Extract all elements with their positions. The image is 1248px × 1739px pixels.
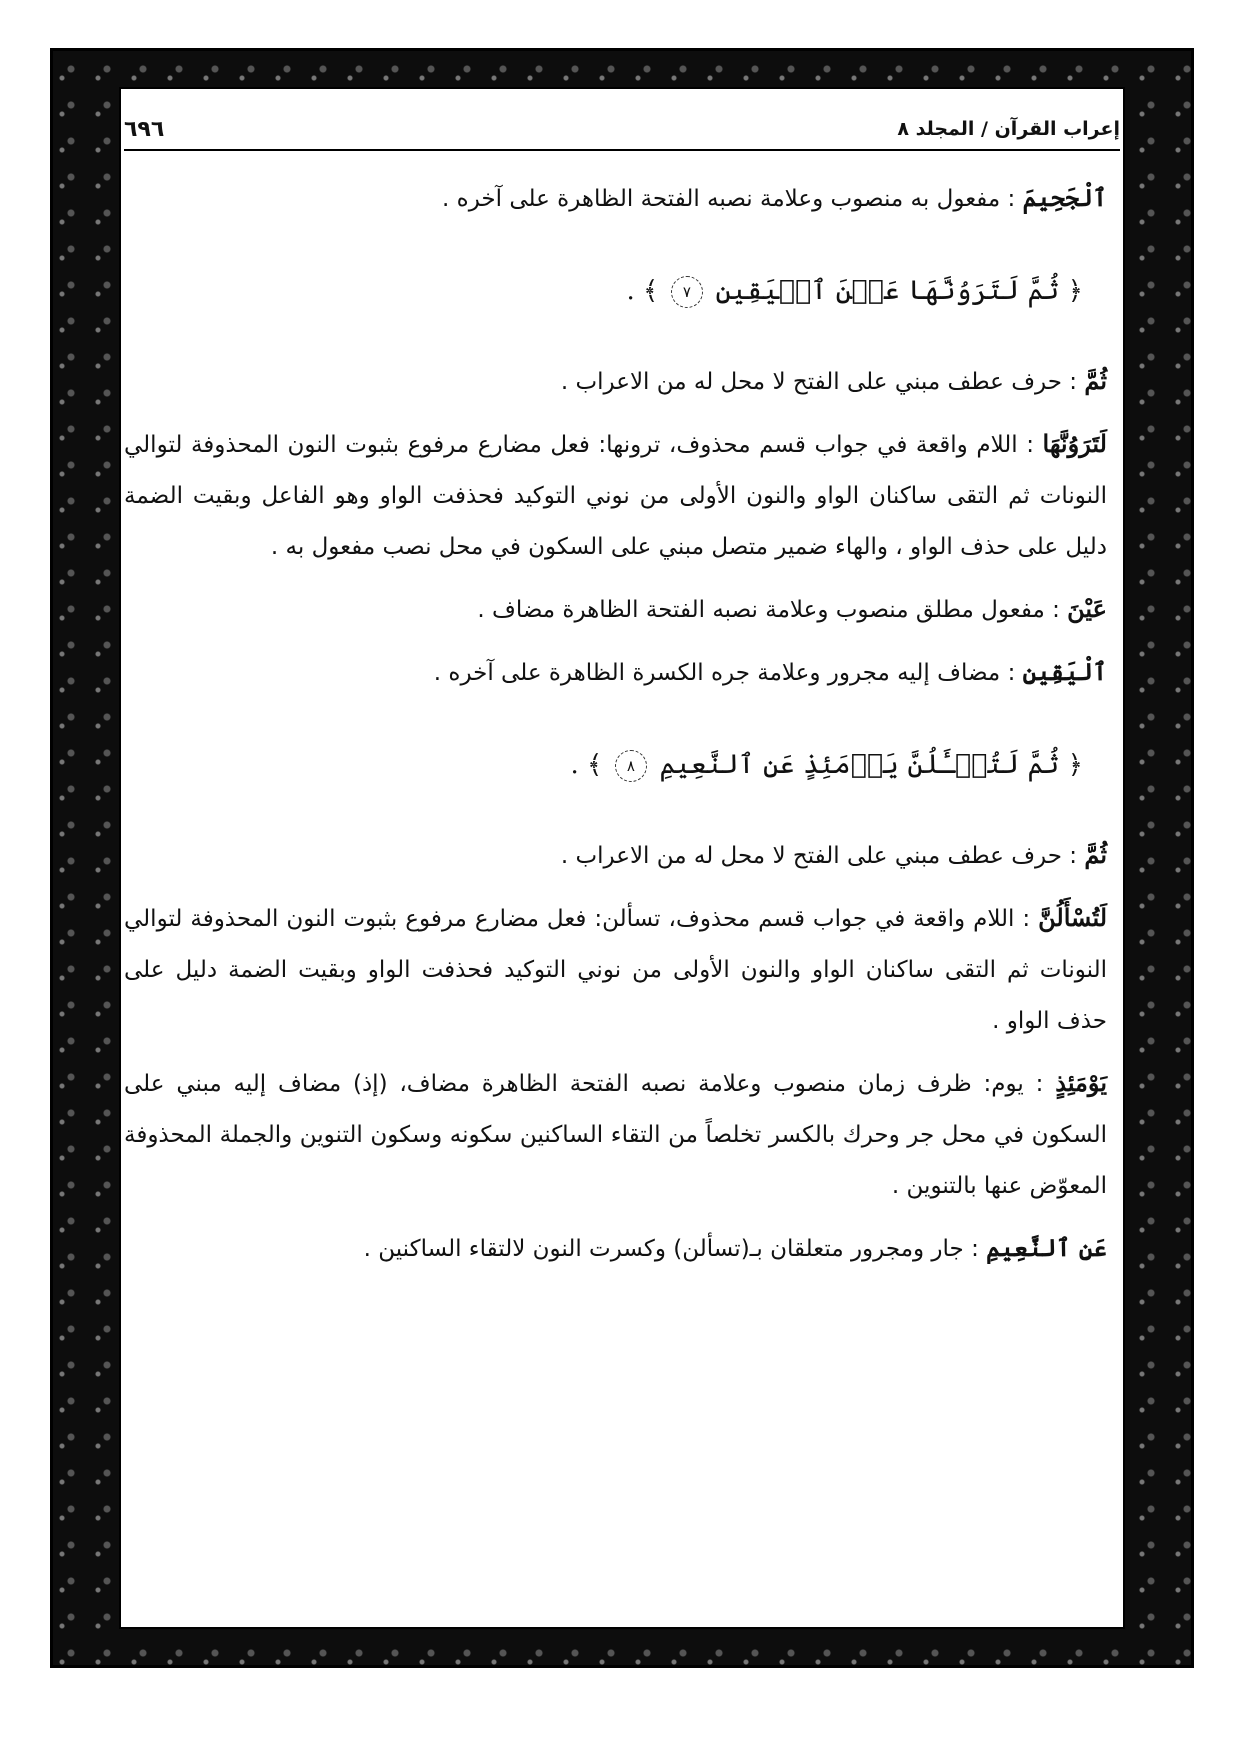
- entry-text: : حرف عطف مبني على الفتح لا محل له من الاعراب .: [560, 843, 1085, 869]
- verse-8: [124, 739, 1083, 791]
- ornamental-frame: [50, 48, 1194, 1668]
- entry-text: : حرف عطف مبني على الفتح لا محل له من الاعراب .: [560, 369, 1085, 395]
- entry-latarawunnaha: [124, 418, 1113, 573]
- book-title: إعراب القرآن / المجلد ٨: [897, 118, 1120, 140]
- entry-text: : مضاف إليه مجرور وعلامة جره الكسرة الظاهرة على آخره .: [433, 660, 1023, 686]
- verse-open-bracket: ﴿: [1067, 276, 1083, 306]
- entry-aljaheem: [124, 172, 1113, 225]
- term: ٱلْيَقِينِ: [1022, 657, 1107, 686]
- term: ثُمَّ: [1084, 366, 1107, 395]
- page-content: [119, 87, 1125, 1629]
- term: لَتَرَوُنَّهَا: [1042, 429, 1107, 458]
- entry-text: : يوم: ظرف زمان منصوب وعلامة نصبه الفتحة الظاهرة مضاف، (إذ) مضاف إليه مبني على السكون في محل جر وحرك بالكسر تخلصاً من التقاء الساكنين سكونه وسكون التنوين والجملة المحذوفة المعوّض عنها بالتنوين .: [124, 1071, 1107, 1199]
- entry-text: : اللام واقعة في جواب قسم محذوف، ترونها: فعل مضارع مرفوع بثبوت النون المحذوفة لتوالي النونات ثم التقى ساكنان الواو والنون الأولى من نوني التوكيد فحذفت الواو وهو الفاعل وبقيت الضمة دليل على حذف الواو ، والهاء ضمير متصل مبني على السكون في محل نصب مفعول به .: [124, 432, 1107, 560]
- verse-open-bracket: ﴿: [1067, 750, 1083, 780]
- verse-close-bracket: ﴾ .: [626, 276, 659, 306]
- ayah-number-marker: ٧: [671, 276, 703, 308]
- term: لَتُسْأَلُنَّ: [1038, 903, 1107, 932]
- entry-ayn: [124, 583, 1113, 636]
- term: ثُمَّ: [1084, 840, 1107, 869]
- entry-text: : جار ومجرور متعلقان بـ(تسألن) وكسرت النون لالتقاء الساكنين .: [363, 1236, 987, 1262]
- verse-text: ثُمَّ لَتَرَوُنَّهَا عَيۡنَ ٱلۡيَقِينِ: [715, 275, 1060, 306]
- entry-text: : مفعول مطلق منصوب وعلامة نصبه الفتحة الظاهرة مضاف .: [477, 597, 1068, 623]
- term: يَوْمَئِذٍ: [1055, 1068, 1107, 1097]
- entry-alyaqeen: [124, 646, 1113, 699]
- entry-text: : مفعول به منصوب وعلامة نصبه الفتحة الظاهرة على آخره .: [442, 186, 1023, 212]
- term: ٱلْجَحِيمَ: [1022, 183, 1107, 212]
- verse-7: [124, 265, 1083, 317]
- page-number: ٦٩٦: [124, 116, 165, 142]
- entry-latusalunna: [124, 892, 1113, 1047]
- term: عَيْنَ: [1067, 594, 1107, 623]
- text-body: [124, 172, 1113, 1285]
- entry-thumma-2: [124, 829, 1113, 882]
- term: عَنِ ٱلنَّعِيمِ: [986, 1233, 1107, 1262]
- entry-text: : اللام واقعة في جواب قسم محذوف، تسألن: فعل مضارع مرفوع بثبوت النون المحذوفة لتوالي النونات ثم التقى ساكنان الواو والنون الأولى من نوني التوكيد فحذفت الواو وبقيت الضمة دليل على حذف الواو .: [124, 906, 1107, 1034]
- entry-yawmaidhin: [124, 1057, 1113, 1212]
- verse-close-bracket: ﴾ .: [570, 750, 603, 780]
- entry-ani-alnaeem: [124, 1222, 1113, 1275]
- verse-text: ثُمَّ لَتُسۡـَٔلُنَّ يَوۡمَئِذٍ عَنِ ٱلنَّعِيمِ: [659, 749, 1060, 780]
- running-head: [124, 109, 1120, 151]
- ayah-number-marker: ٨: [615, 750, 647, 782]
- entry-thumma-1: [124, 355, 1113, 408]
